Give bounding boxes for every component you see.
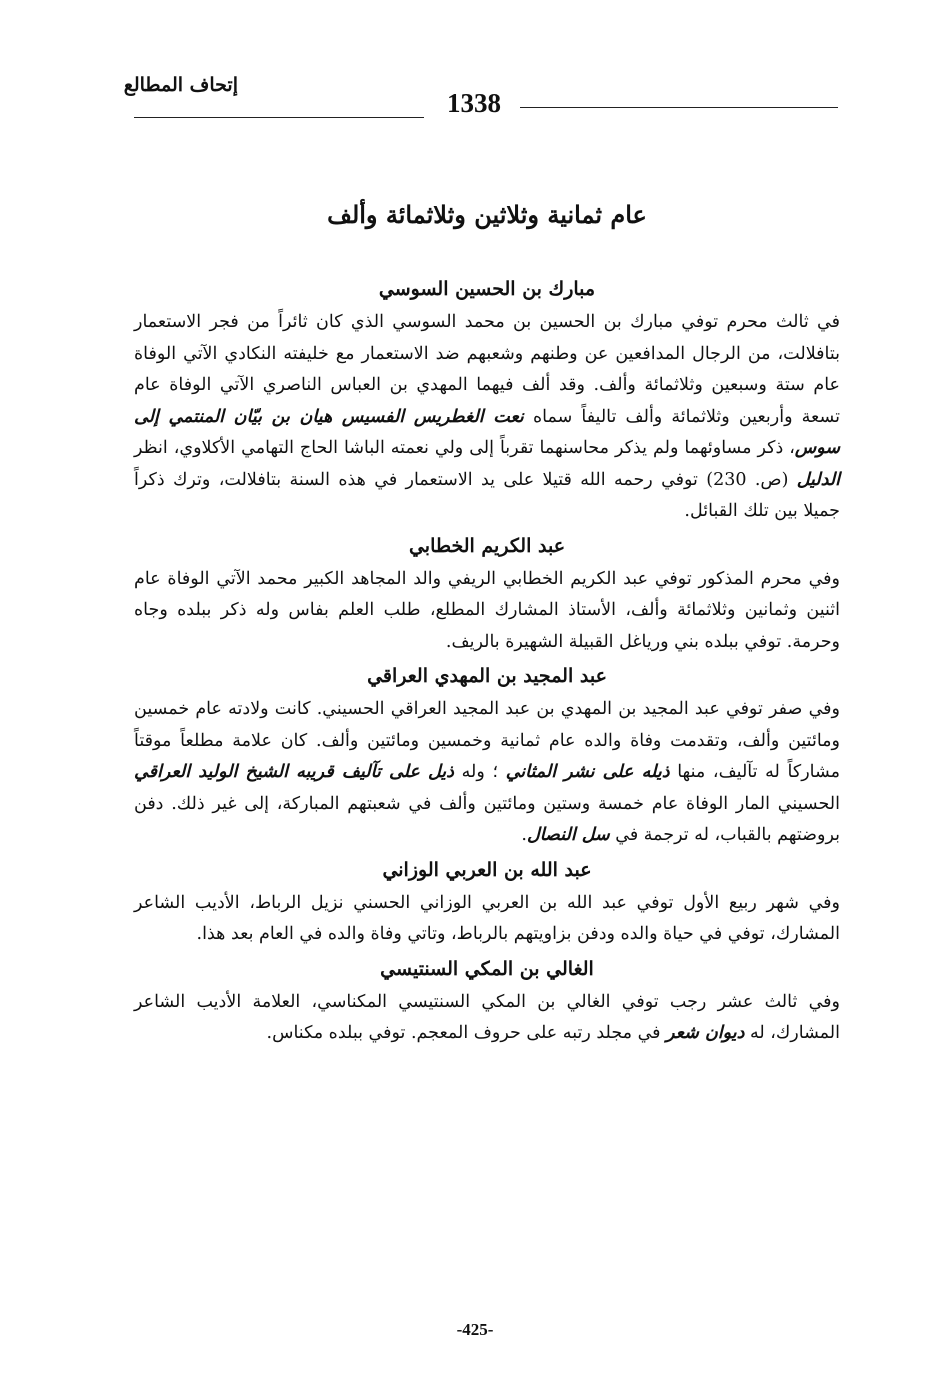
entry-abdelkrim <box>134 528 840 659</box>
entry-title: مبارك بن الحسين السوسي <box>378 278 596 300</box>
text-segment: وفي محرم المذكور توفي عبد الكريم الخطابي الريفي والد المجاهد الكبير محمد الآتي الوفاة عام اثنين وثمانين وثلاثمائة وألف، الأستاذ المشارك المطلع، طلب العلم بفاس وله ذكر ببلده وجاه وحرمة. توفي ببلده بني ورياغل القبيلة الشهيرة بالريف. <box>134 568 840 652</box>
entry-title: عبد الكريم الخطابي <box>408 534 566 557</box>
book-title: ديوان شعر <box>666 1023 745 1043</box>
text-segment: ؛ وله <box>453 762 506 782</box>
entry-body <box>134 987 840 1050</box>
running-title: إتحاف المطالع <box>123 74 238 96</box>
entry-body <box>134 888 840 951</box>
entry-mubarak <box>134 271 840 528</box>
text-segment: في ثالث محرم توفي مبارك بن الحسين بن محمد السوسي الذي كان ثائراً من فجر الاستعمار بتافلالت، من الرجال المدافعين عن وطنهم وشعبهم ضد الاستعمار مع خليفته النكادي الآتي الوفاة عام ستة وسبعين وثلاثمائة وألف. وقد ألف فيهما المهدي بن العباس الناصري الآتي الوفاة عام تسعة وأربعين وثلاثمائة وألف تاليفاً سماه <box>134 312 840 427</box>
entry-abdallah <box>134 852 840 951</box>
chapter-title: عام ثمانية وثلاثين وثلاثمائة وألف <box>327 200 647 229</box>
header-rule-right <box>520 107 838 108</box>
entry-body <box>134 694 840 852</box>
entry-abdelmajid <box>134 658 840 852</box>
entry-body <box>134 564 840 659</box>
text-segment: وفي شهر ربيع الأول توفي عبد الله بن العربي الوزاني الحسني نزيل الرباط، الأديب الشاعر المشارك، توفي في حياة والده ودفن بزاويتهم بالرباط، وتاتي وفاة والده في العام بعد هذا. <box>134 892 840 944</box>
text-segment: . <box>521 825 527 845</box>
main-content <box>134 200 840 1050</box>
entry-title: الغالي بن المكي السنتيسي <box>380 957 594 980</box>
text-segment: وفي صفر توفي عبد المجيد بن المهدي بن عبد المجيد العراقي الحسيني. كانت ولادته عام خمسين ومائتين وألف، وتقدمت وفاة والده عام ثمانية وخمسين ومائتين وألف. كان علامة مطلعاً موقتاً مشاركاً له تآليف، منها <box>134 699 840 782</box>
header-rule-left <box>134 117 424 118</box>
book-title: ذيل على تآليف قريبه الشيخ الوليد العراقي <box>134 762 454 782</box>
text-segment: (ص. 230) توفي رحمه الله قتيلا على يد الاستعمار في هذه السنة بتافلالت، وترك ذكراً جميلا بين تلك القبائل. <box>134 469 840 521</box>
book-title: الدليل <box>796 469 840 490</box>
page-number: -425- <box>456 1320 494 1339</box>
book-title: نعت الغطريس الفسيس هيان بن بيّان المنتمي إلى سوس <box>134 406 840 458</box>
text-segment: الحسيني المار الوفاة عام خمسة وستين ومائتين وألف في شعبتهم المباركة، إلى غير ذلك. دفن بروضتهم بالقباب، له ترجمة في <box>134 793 840 845</box>
book-title: سل النصال <box>527 825 610 845</box>
text-segment: وفي ثالث عشر رجب توفي الغالي بن المكي السنتيسي المكناسي، العلامة الأديب الشاعر المشارك، له <box>134 991 840 1043</box>
entry-title: عبد المجيد بن المهدي العراقي <box>367 665 607 687</box>
book-title: ذيله على نشر المثاني <box>505 762 670 782</box>
entry-ghali <box>134 951 840 1050</box>
text-segment: في مجلد رتبه على حروف المعجم. توفي ببلده مكناس. <box>266 1023 667 1043</box>
year-heading: 1338 <box>447 88 501 118</box>
entry-body <box>134 307 840 528</box>
entry-title: عبد الله بن العربي الوزاني <box>382 858 592 881</box>
text-segment: ، ذكر مساوئهما ولم يذكر محاسنهما تقرباً إلى ولي نعمته الباشا الحاج التهامي الأكلاوي، انظر <box>134 438 795 458</box>
